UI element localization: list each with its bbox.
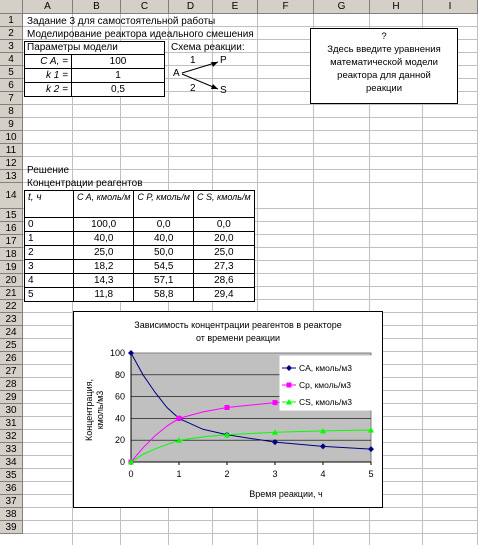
row-header-18[interactable]: 18 <box>0 248 23 261</box>
column-header-h[interactable]: H <box>370 0 423 14</box>
row-header-30[interactable]: 30 <box>0 404 23 417</box>
model-equations-note[interactable] <box>310 28 458 104</box>
table-cell[interactable]: 18,2 <box>74 260 134 274</box>
table-cell[interactable]: 28,6 <box>193 274 254 288</box>
row-header-21[interactable]: 21 <box>0 287 23 300</box>
data-point-cp <box>287 383 292 388</box>
note-question-mark: ? <box>381 31 387 42</box>
row-gridline <box>23 156 478 157</box>
table-cell[interactable]: 0,0 <box>134 218 194 232</box>
row-header-20[interactable]: 20 <box>0 274 23 287</box>
note-line-2: математической модели <box>330 57 438 68</box>
row-header-5[interactable]: 5 <box>0 66 23 79</box>
cell-a1[interactable]: Задание 3 для самостоятельной работы <box>27 16 216 27</box>
table-cell[interactable]: 0 <box>25 218 74 232</box>
row-header-25[interactable]: 25 <box>0 339 23 352</box>
table-cell[interactable]: 50,0 <box>134 246 194 260</box>
table-cell[interactable]: 5 <box>25 288 74 302</box>
row-header-10[interactable]: 10 <box>0 131 23 144</box>
table-row <box>25 218 255 232</box>
table-row <box>25 246 255 260</box>
table-cell[interactable]: 11,8 <box>74 288 134 302</box>
data-point-cp <box>273 400 278 405</box>
table-cell[interactable]: 29,4 <box>193 288 254 302</box>
cell-a13[interactable]: Концентрации реагентов <box>27 178 143 189</box>
chart-title-line-1: Зависимость концентрации реагентов в реакторе <box>134 320 342 330</box>
ca0-label: C A, = <box>25 55 72 69</box>
row-header-26[interactable]: 26 <box>0 352 23 365</box>
legend-entry: CS, кмоль/м3 <box>299 397 352 407</box>
note-line-3: реактора для данной <box>337 70 431 81</box>
k1-value[interactable]: 1 <box>72 69 165 83</box>
table-cell[interactable]: 100,0 <box>74 218 134 232</box>
header-ca: C A, кмоль/м <box>74 191 134 218</box>
table-cell[interactable]: 14,3 <box>74 274 134 288</box>
column-header-a[interactable]: A <box>23 0 73 14</box>
row-header-3[interactable]: 3 <box>0 40 23 53</box>
x-tick-label: 4 <box>320 469 326 479</box>
table-cell[interactable]: 25,0 <box>193 246 254 260</box>
row-header-15[interactable]: 15 <box>0 209 23 222</box>
row-gridline <box>23 117 478 118</box>
table-row <box>25 232 255 246</box>
row-header-19[interactable]: 19 <box>0 261 23 274</box>
column-header-b[interactable]: B <box>73 0 121 14</box>
select-all-corner[interactable] <box>0 0 23 14</box>
row-header-23[interactable]: 23 <box>0 313 23 326</box>
row-header-28[interactable]: 28 <box>0 378 23 391</box>
row-header-7[interactable]: 7 <box>0 92 23 105</box>
column-header-f[interactable]: F <box>258 0 314 14</box>
y-tick-label: 60 <box>114 391 125 402</box>
row-header-32[interactable]: 32 <box>0 430 23 443</box>
row-header-17[interactable]: 17 <box>0 235 23 248</box>
row-gridline <box>23 104 478 105</box>
cell-a12[interactable]: Решение <box>27 165 70 176</box>
x-tick-label: 1 <box>176 469 182 479</box>
scheme-arrows <box>180 58 225 94</box>
y-tick-label: 100 <box>109 348 125 358</box>
row-header-36[interactable]: 36 <box>0 482 23 495</box>
table-row <box>25 260 255 274</box>
row-header-24[interactable]: 24 <box>0 326 23 339</box>
row-header-4[interactable]: 4 <box>0 53 23 66</box>
y-tick-label: 0 <box>119 457 125 467</box>
row-gridline <box>23 520 478 521</box>
concentration-table <box>24 190 255 302</box>
table-cell[interactable]: 2 <box>25 246 74 260</box>
k1-label: k 1 = <box>25 69 72 83</box>
cell-a2[interactable]: Моделирование реактора идеального смешения <box>27 29 254 40</box>
table-cell[interactable]: 25,0 <box>74 246 134 260</box>
concentration-chart[interactable] <box>73 311 383 508</box>
table-cell[interactable]: 40,0 <box>134 232 194 246</box>
row-header-39[interactable]: 39 <box>0 521 23 534</box>
row-header-12[interactable]: 12 <box>0 157 23 170</box>
note-line-4: реакции <box>365 83 403 94</box>
row-header-35[interactable]: 35 <box>0 469 23 482</box>
row-gridline <box>23 130 478 131</box>
table-cell[interactable]: 54,5 <box>134 260 194 274</box>
x-tick-label: 2 <box>224 469 230 479</box>
row-header-6[interactable]: 6 <box>0 79 23 92</box>
table-cell[interactable]: 3 <box>25 260 74 274</box>
table-cell[interactable]: 57,1 <box>134 274 194 288</box>
y-axis-label-line-1: Концентрация, <box>84 379 94 441</box>
row-header-34[interactable]: 34 <box>0 456 23 469</box>
header-time: t, ч <box>25 191 74 218</box>
header-cp: C P, кмоль/м <box>134 191 194 218</box>
scheme-k1: 1 <box>190 55 196 66</box>
row-header-13[interactable]: 13 <box>0 170 23 183</box>
table-row <box>25 274 255 288</box>
data-point-cp <box>177 416 182 421</box>
legend-entry: CA, кмоль/м3 <box>299 363 352 373</box>
column-header-i[interactable]: I <box>423 0 478 14</box>
k2-value[interactable]: 0,5 <box>72 83 165 97</box>
table-cell[interactable]: 1 <box>25 232 74 246</box>
legend-entry: Cp, кмоль/м3 <box>299 380 352 390</box>
column-header-d[interactable]: D <box>169 0 213 14</box>
row-header-2[interactable]: 2 <box>0 27 23 40</box>
k2-label: k 2 = <box>25 83 72 97</box>
table-body <box>25 218 255 302</box>
column-header-e[interactable]: E <box>213 0 258 14</box>
table-cell[interactable]: 20,0 <box>193 232 254 246</box>
row-header-29[interactable]: 29 <box>0 391 23 404</box>
scheme-k2: 2 <box>190 83 196 94</box>
scheme-reactant-a: A <box>173 68 180 79</box>
row-header-22[interactable]: 22 <box>0 300 23 313</box>
chart-title-line-2: от времени реакции <box>195 333 281 343</box>
x-axis-label: Время реакции, ч <box>249 489 323 499</box>
row-gridline <box>23 143 478 144</box>
row-header-14[interactable]: 14 <box>0 183 23 209</box>
table-cell[interactable]: 40,0 <box>74 232 134 246</box>
y-tick-label: 20 <box>114 435 125 446</box>
x-tick-label: 0 <box>128 469 134 479</box>
row-header-38[interactable]: 38 <box>0 508 23 521</box>
table-cell[interactable]: 27,3 <box>193 260 254 274</box>
row-gridline <box>23 533 478 534</box>
data-point-cp <box>225 405 230 410</box>
scheme-product-s: S <box>220 85 227 96</box>
ca0-value[interactable]: 100 <box>72 55 165 69</box>
header-cs: C S, кмоль/м <box>193 191 254 218</box>
table-cell[interactable]: 58,8 <box>134 288 194 302</box>
table-row <box>25 288 255 302</box>
row-gridline <box>23 169 478 170</box>
x-tick-label: 5 <box>368 469 374 479</box>
y-tick-label: 80 <box>114 369 125 380</box>
y-tick-label: 40 <box>114 413 125 424</box>
note-line-1: Здесь введите уравнения <box>327 44 441 55</box>
row-header-33[interactable]: 33 <box>0 443 23 456</box>
params-header[interactable]: Параметры модели <box>27 42 118 53</box>
table-cell[interactable]: 4 <box>25 274 74 288</box>
scheme-product-p: P <box>220 55 227 66</box>
column-header-c[interactable]: C <box>121 0 169 14</box>
column-header-g[interactable]: G <box>314 0 370 14</box>
row-header-37[interactable]: 37 <box>0 495 23 508</box>
row-header-16[interactable]: 16 <box>0 222 23 235</box>
row-header-11[interactable]: 11 <box>0 144 23 157</box>
row-header-27[interactable]: 27 <box>0 365 23 378</box>
row-header-1[interactable]: 1 <box>0 14 23 27</box>
row-header-31[interactable]: 31 <box>0 417 23 430</box>
x-tick-label: 3 <box>272 469 278 479</box>
chart-svg <box>74 312 382 507</box>
row-header-8[interactable]: 8 <box>0 105 23 118</box>
params-table <box>24 54 165 97</box>
row-header-9[interactable]: 9 <box>0 118 23 131</box>
scheme-header[interactable]: Схема реакции: <box>171 42 245 53</box>
y-axis-label-line-2: кмоль/м3 <box>95 390 105 430</box>
table-cell[interactable]: 0,0 <box>193 218 254 232</box>
